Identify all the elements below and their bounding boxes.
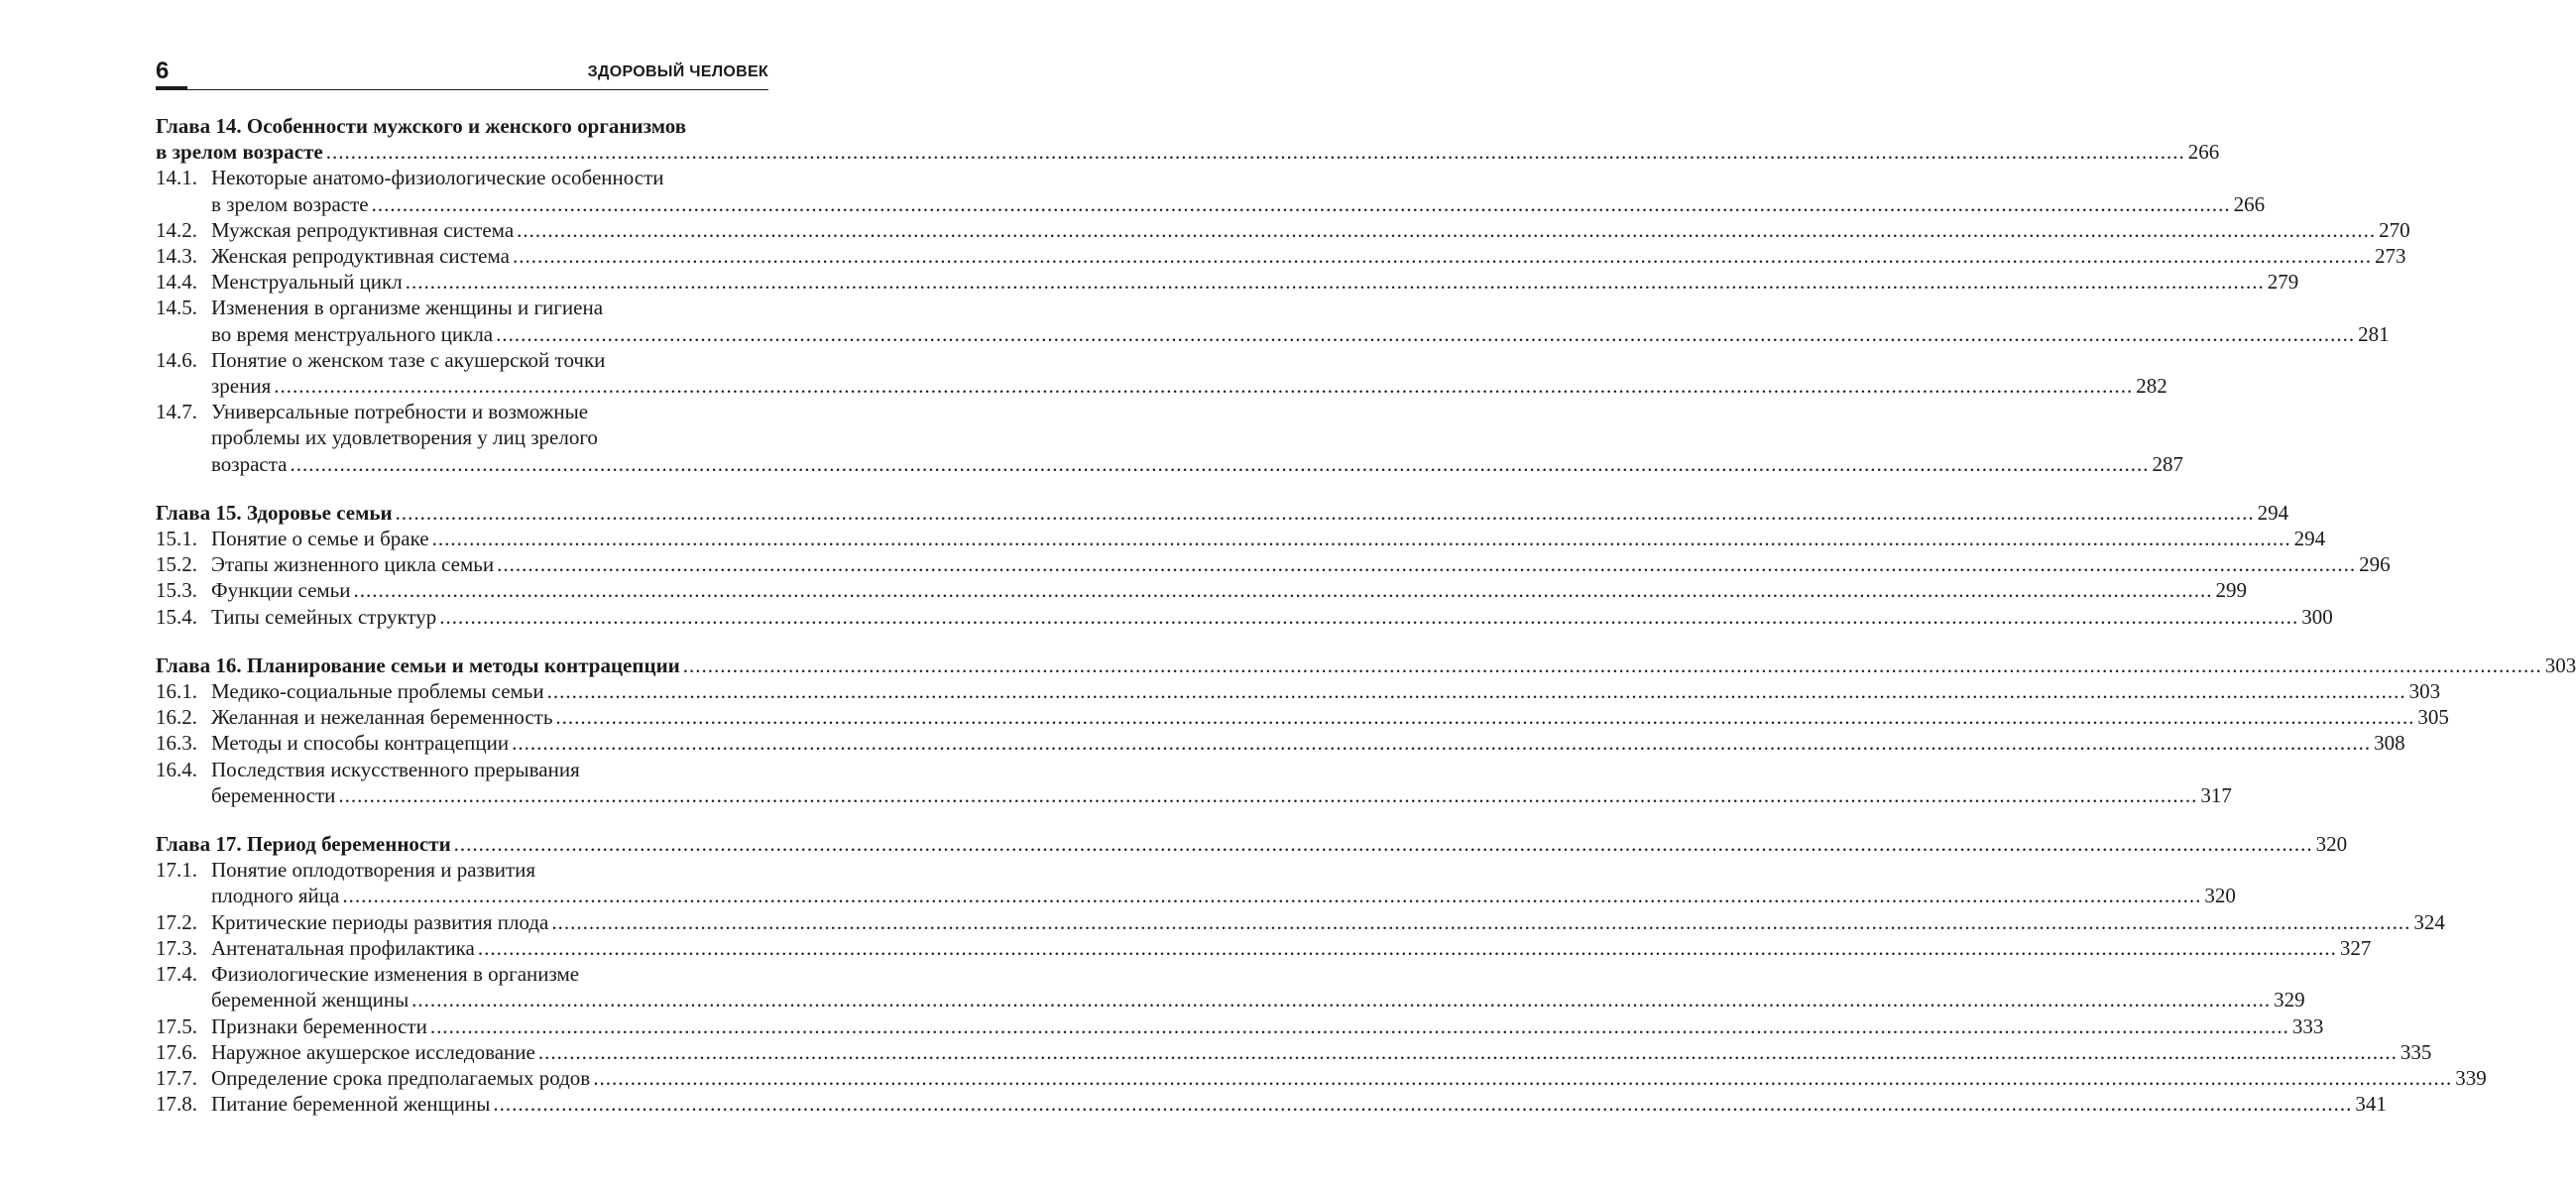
section-title: Методы и способы контрацепции <box>211 731 510 756</box>
section-number: 16.1. <box>156 679 197 704</box>
toc-entry <box>156 1065 2487 1091</box>
section-title: Мужская репродуктивная система <box>211 217 515 242</box>
dot-leader: ............................................................................................................................................................................................................................................................................................................ <box>517 217 2377 242</box>
toc-line <box>156 604 2333 630</box>
section-number: 15.4. <box>156 604 197 629</box>
section-number: 15.2. <box>156 552 197 577</box>
page-ref: 273 <box>2374 244 2406 269</box>
toc-entry <box>156 243 2406 269</box>
section-title: Понятие о женском тазе с акушерской точки <box>211 347 606 372</box>
page-ref: 324 <box>2413 909 2445 934</box>
toc-line <box>156 243 2406 269</box>
page-ref: 303 <box>2544 653 2576 677</box>
dot-leader: ............................................................................................................................................................................................................................................................................................................ <box>290 451 2150 476</box>
toc-entry <box>156 347 2167 399</box>
page-ref: 339 <box>2455 1065 2487 1090</box>
page-ref: 303 <box>2408 679 2441 704</box>
toc-line <box>156 1065 2487 1091</box>
section-title: Физиологические изменения в организме <box>211 962 580 987</box>
section-title: Женская репродуктивная система <box>211 244 510 269</box>
section-title: Изменения в организме женщины и гигиена <box>211 296 604 320</box>
section-title: Антенатальная профилактика <box>211 935 475 960</box>
section-title: Этапы жизненного цикла семьи <box>211 552 495 577</box>
section-title: Понятие оплодотворения и развития <box>211 858 536 883</box>
toc-entry <box>156 909 2445 935</box>
page-ref: 320 <box>2204 884 2236 908</box>
section-title: плодного яйца <box>211 884 340 908</box>
toc-line <box>156 678 2441 704</box>
toc-line <box>156 961 768 987</box>
dot-leader: ............................................................................................................................................................................................................................................................................................................ <box>682 653 2542 677</box>
section-title: Признаки беременности <box>211 1013 427 1038</box>
toc-entry <box>156 1013 2324 1039</box>
toc-line <box>156 883 2236 908</box>
section-number: 14.7. <box>156 400 197 424</box>
toc-entry <box>156 1091 2387 1117</box>
toc-entry <box>156 577 2247 603</box>
section-title: в зрелом возрасте <box>211 191 369 216</box>
toc-entry <box>156 935 2372 961</box>
toc-entry <box>156 1039 2432 1065</box>
section-title: Определение срока предполагаемых родов <box>211 1065 591 1090</box>
chapter-block <box>156 653 2576 808</box>
toc-line <box>156 500 2289 526</box>
page-ref: 308 <box>2374 731 2405 756</box>
toc-entry <box>156 269 2299 295</box>
running-title: ЗДОРОВЫЙ ЧЕЛОВЕК <box>587 63 768 80</box>
toc-entry <box>156 165 2266 216</box>
dot-leader: ............................................................................................................................................................................................................................................................................................................ <box>593 1065 2453 1090</box>
section-title: во время менструального цикла <box>211 321 494 346</box>
section-title: Универсальные потребности и возможные <box>211 400 589 424</box>
toc-line <box>156 1013 2324 1039</box>
chapter-block <box>156 113 2410 477</box>
section-number: 17.1. <box>156 858 197 883</box>
section-title: Понятие о семье и браке <box>211 527 429 551</box>
dot-leader: ............................................................................................................................................................................................................................................................................................................ <box>551 909 2411 934</box>
section-title: Питание беременной женщины <box>211 1092 491 1117</box>
dot-leader: ............................................................................................................................................................................................................................................................................................................ <box>537 1039 2398 1064</box>
page-ref: 287 <box>2152 451 2183 476</box>
dot-leader: ............................................................................................................................................................................................................................................................................................................ <box>338 782 2198 807</box>
toc-line <box>156 165 768 190</box>
page-ref: 270 <box>2379 217 2410 242</box>
toc-line <box>156 399 768 424</box>
section-title: Наружное акушерское исследование <box>211 1039 535 1064</box>
chapter-heading <box>156 500 2289 526</box>
page-ref: 294 <box>2257 500 2289 525</box>
toc-line <box>156 424 768 450</box>
running-header <box>156 58 768 91</box>
page-ref: 266 <box>2233 191 2266 216</box>
section-number: 16.2. <box>156 705 197 730</box>
page-number: 6 <box>156 58 170 84</box>
section-title: Желанная и нежеланная беременность <box>211 705 553 730</box>
toc-line <box>156 577 2247 603</box>
section-title: беременной женщины <box>211 988 410 1012</box>
chapter-heading <box>156 831 2348 857</box>
dot-leader: ............................................................................................................................................................................................................................................................................................................ <box>342 884 2202 908</box>
section-title: беременности <box>211 782 336 807</box>
section-title: Критические периоды развития плода <box>211 909 549 934</box>
section-number: 17.7. <box>156 1065 197 1090</box>
page-ref: 320 <box>2315 832 2348 857</box>
section-number: 14.2. <box>156 217 197 242</box>
page-ref: 327 <box>2339 935 2372 960</box>
toc-line <box>156 653 2576 678</box>
toc-line <box>156 704 2449 730</box>
section-title: зрения <box>211 374 272 399</box>
dot-leader: ............................................................................................................................................................................................................................................................................................................ <box>512 731 2372 756</box>
page-ref: 333 <box>2291 1013 2324 1038</box>
page-ref: 305 <box>2417 705 2449 730</box>
dot-leader: ............................................................................................................................................................................................................................................................................................................ <box>512 244 2372 269</box>
toc-entry <box>156 961 2305 1012</box>
dot-leader: ............................................................................................................................................................................................................................................................................................................ <box>477 935 2337 960</box>
section-number: 17.3. <box>156 935 197 960</box>
section-number: 17.4. <box>156 962 197 987</box>
page-ref: 335 <box>2400 1039 2432 1064</box>
toc-line <box>156 373 2167 399</box>
chapter-title: Глава 15. Здоровье семьи <box>156 500 393 525</box>
toc-line <box>156 321 2390 347</box>
toc-entry <box>156 857 2236 908</box>
dot-leader: ............................................................................................................................................................................................................................................................................................................ <box>325 140 2185 165</box>
dot-leader: ............................................................................................................................................................................................................................................................................................................ <box>353 578 2213 603</box>
toc-line <box>156 451 2183 477</box>
toc-entry <box>156 551 2391 577</box>
toc-line <box>156 1039 2432 1065</box>
toc-line <box>156 730 2405 756</box>
toc-entry <box>156 399 2183 477</box>
page-ref: 299 <box>2215 578 2247 603</box>
section-number: 15.1. <box>156 527 197 551</box>
dot-leader: ............................................................................................................................................................................................................................................................................................................ <box>274 374 2134 399</box>
toc-line <box>156 1091 2387 1117</box>
dot-leader: ............................................................................................................................................................................................................................................................................................................ <box>405 270 2265 295</box>
toc-line <box>156 191 2266 217</box>
section-number: 17.2. <box>156 909 197 934</box>
page-ref: 317 <box>2200 782 2232 807</box>
section-title: Медико-социальные проблемы семьи <box>211 679 544 704</box>
section-title: Последствия искусственного прерывания <box>211 757 580 781</box>
toc-entry <box>156 295 2390 346</box>
header-rule <box>156 89 768 90</box>
section-title: Некоторые анатомо-физиологические особенности <box>211 166 664 190</box>
toc-line <box>156 217 2410 243</box>
section-title: Типы семейных структур <box>211 604 437 629</box>
page-ref: 341 <box>2355 1092 2387 1117</box>
page-ref: 300 <box>2301 604 2333 629</box>
section-title: Функции семьи <box>211 578 351 603</box>
page-ref: 279 <box>2267 270 2299 295</box>
chapter-block <box>156 831 2487 1117</box>
toc-line <box>156 782 2232 808</box>
section-number: 15.3. <box>156 578 197 603</box>
section-number: 16.3. <box>156 731 197 756</box>
toc-entry <box>156 217 2410 243</box>
chapter-heading <box>156 113 2220 165</box>
dot-leader: ............................................................................................................................................................................................................................................................................................................ <box>439 604 2299 629</box>
toc-entry <box>156 526 2326 551</box>
table-of-contents <box>156 113 2576 1139</box>
dot-leader: ............................................................................................................................................................................................................................................................................................................ <box>411 988 2272 1012</box>
section-title: Менструальный цикл <box>211 270 403 295</box>
chapter-block <box>156 500 2391 630</box>
dot-leader: ............................................................................................................................................................................................................................................................................................................ <box>395 500 2255 525</box>
toc-line <box>156 909 2445 935</box>
dot-leader: ............................................................................................................................................................................................................................................................................................................ <box>431 527 2291 551</box>
dot-leader: ............................................................................................................................................................................................................................................................................................................ <box>496 321 2356 346</box>
section-number: 17.6. <box>156 1039 197 1064</box>
toc-entry <box>156 704 2449 730</box>
section-title: проблемы их удовлетворения у лиц зрелого <box>211 425 598 450</box>
toc-line <box>156 269 2299 295</box>
dot-leader: ............................................................................................................................................................................................................................................................................................................ <box>429 1013 2289 1038</box>
toc-line <box>156 831 2348 857</box>
toc-line <box>156 857 768 883</box>
toc-entry <box>156 604 2333 630</box>
section-number: 14.1. <box>156 166 197 190</box>
toc-line <box>156 139 2220 165</box>
section-number: 17.8. <box>156 1092 197 1117</box>
toc-line <box>156 935 2372 961</box>
toc-entry <box>156 730 2405 756</box>
chapter-title: Глава 14. Особенности мужского и женского организмов <box>156 114 687 138</box>
dot-leader: ............................................................................................................................................................................................................................................................................................................ <box>453 832 2313 857</box>
section-number: 14.4. <box>156 270 197 295</box>
chapter-heading <box>156 653 2576 678</box>
dot-leader: ............................................................................................................................................................................................................................................................................................................ <box>497 552 2357 577</box>
toc-entry <box>156 757 2232 808</box>
page-ref: 329 <box>2274 988 2305 1012</box>
dot-leader: ............................................................................................................................................................................................................................................................................................................ <box>555 705 2415 730</box>
page-ref: 294 <box>2293 527 2326 551</box>
page-ref: 296 <box>2359 552 2391 577</box>
toc-line <box>156 295 768 320</box>
chapter-title: в зрелом возрасте <box>156 140 323 165</box>
toc-line <box>156 757 768 782</box>
section-title: возраста <box>211 451 288 476</box>
section-number: 14.6. <box>156 347 197 372</box>
dot-leader: ............................................................................................................................................................................................................................................................................................................ <box>371 191 2231 216</box>
chapter-title: Глава 17. Период беременности <box>156 832 451 857</box>
toc-line <box>156 987 2305 1012</box>
toc-line <box>156 347 768 373</box>
section-number: 14.5. <box>156 296 197 320</box>
section-number: 16.4. <box>156 757 197 781</box>
dot-leader: ............................................................................................................................................................................................................................................................................................................ <box>493 1092 2353 1117</box>
page-ref: 282 <box>2136 374 2167 399</box>
page-ref: 266 <box>2187 140 2220 165</box>
toc-line <box>156 526 2326 551</box>
toc-line <box>156 113 768 139</box>
chapter-title: Глава 16. Планирование семьи и методы контрацепции <box>156 653 680 677</box>
section-number: 14.3. <box>156 244 197 269</box>
dot-leader: ............................................................................................................................................................................................................................................................................................................ <box>546 679 2406 704</box>
toc-line <box>156 551 2391 577</box>
page-ref: 281 <box>2358 321 2390 346</box>
section-number: 17.5. <box>156 1013 197 1038</box>
toc-entry <box>156 678 2441 704</box>
